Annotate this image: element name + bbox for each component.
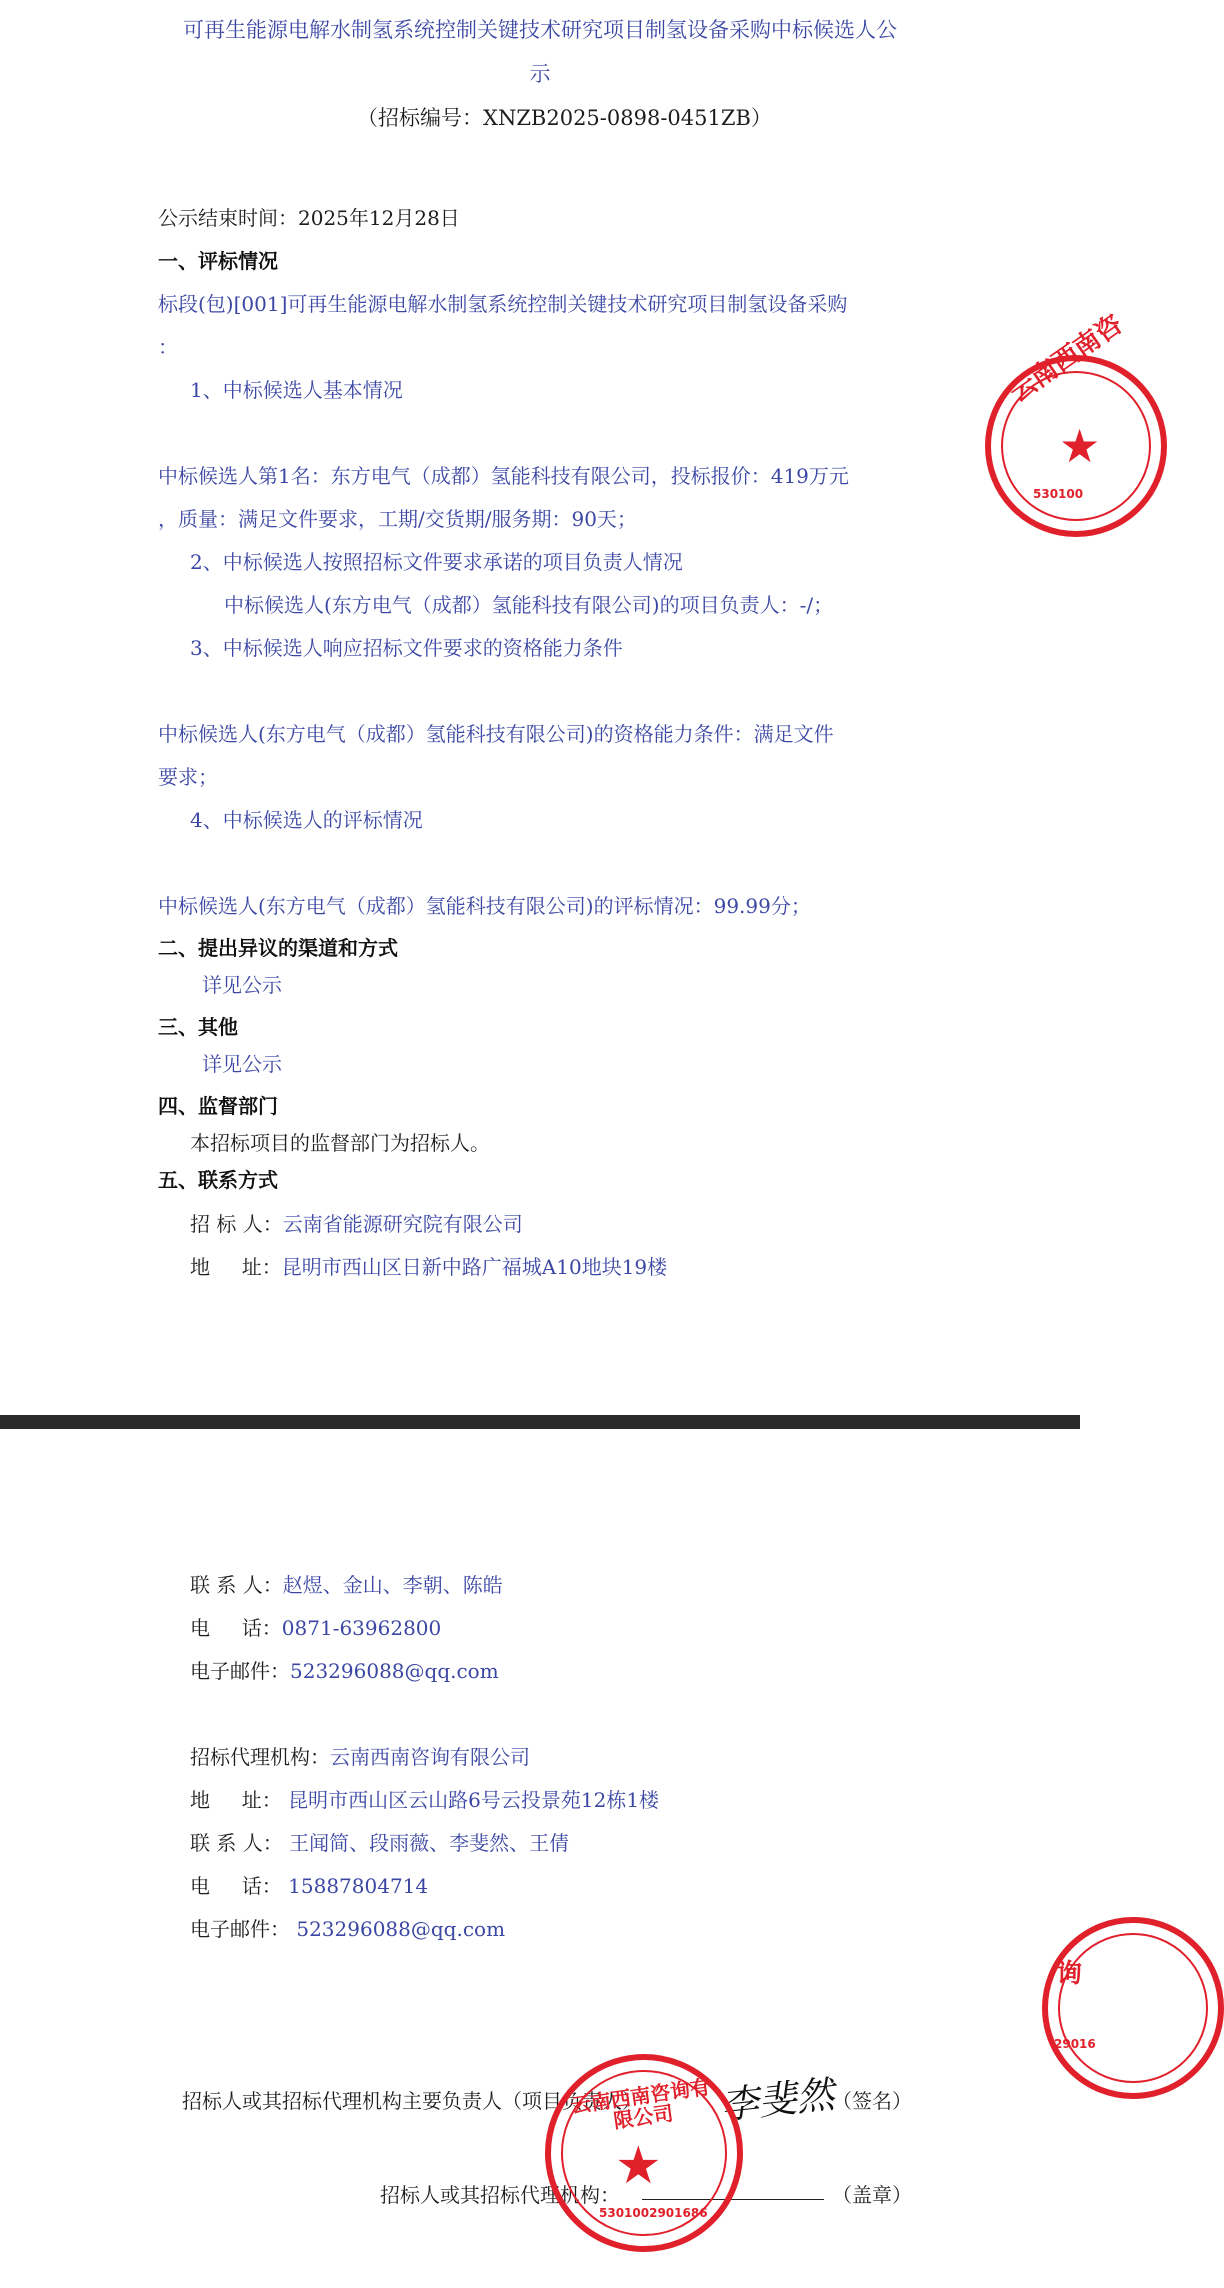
contact-row: [190, 1569, 503, 1598]
seal-c-code: 5301002901686: [599, 2206, 708, 2220]
seal-text: 云南西南咨: [1004, 309, 1129, 409]
agency-email-label: 电子邮件：: [190, 1917, 290, 1941]
seal-label: 招标人或其招标代理机构：: [380, 2183, 620, 2207]
item-4: 4、中标候选人的评标情况: [190, 808, 423, 832]
agency-email-row: [190, 1913, 505, 1942]
agency-official-seal: [545, 2054, 743, 2252]
item-3: 3、中标候选人响应招标文件要求的资格能力条件: [190, 636, 623, 660]
page-divider: [0, 1415, 1080, 1429]
seal-b-text: 询: [1056, 1959, 1083, 1989]
address-value: 昆明市西山区日新中路广福城A10地块19楼: [281, 1255, 668, 1279]
agency-address-label: 地 址：: [190, 1788, 282, 1812]
bid-number: （招标编号：XNZB2025-0898-0451ZB）: [357, 106, 772, 130]
document-page-2: [0, 1429, 1096, 2288]
agency-address-value: 昆明市西山区云山路6号云投景苑12栋1楼: [288, 1788, 660, 1812]
agency-contact-row: [190, 1827, 569, 1856]
phone-value: 0871-63962800: [281, 1616, 442, 1640]
seal-code: 530100: [1033, 487, 1084, 501]
qualification-line-1: 中标候选人(东方电气（成都）氢能科技有限公司)的资格能力条件：满足文件: [158, 722, 834, 746]
tenderer-label: 招 标 人：: [190, 1212, 283, 1236]
item-1: 1、中标候选人基本情况: [190, 378, 403, 402]
agency-phone-row: [190, 1870, 428, 1899]
agency-contact-label: 联 系 人：: [190, 1831, 283, 1855]
document-title-line-2: 示: [529, 62, 551, 86]
tenderer-address-row: [190, 1251, 667, 1280]
candidate-line-2: ，质量：满足文件要求，工期/交货期/服务期：90天；: [158, 507, 637, 531]
agency-phone-label: 电 话：: [190, 1874, 282, 1898]
candidate-line-1: 中标候选人第1名：东方电气（成都）氢能科技有限公司，投标报价：419万元: [158, 464, 849, 488]
document-title-line-1: 可再生能源电解水制氢系统控制关键技术研究项目制氢设备采购中标候选人公: [183, 18, 897, 42]
tenderer-value: 云南省能源研究院有限公司: [282, 1212, 523, 1236]
agency-label: 招标代理机构：: [190, 1745, 330, 1769]
seal-star-icon: ★: [1059, 419, 1101, 473]
agency-row: [190, 1741, 530, 1770]
seal-suffix: （盖章）: [832, 2183, 912, 2207]
lot-line-2: ：: [158, 335, 178, 359]
signature-label: 招标人或其招标代理机构主要负责人（项目负责人）: [182, 2089, 642, 2113]
lot-line-1: 标段(包)[001]可再生能源电解水制氢系统控制关键技术研究项目制氢设备采购: [158, 292, 848, 316]
email-row: [190, 1655, 499, 1684]
email-value: 523296088@qq.com: [290, 1659, 499, 1683]
agency-contact-value: 王闻简、段雨薇、李斐然、王倩: [289, 1831, 570, 1855]
section-4-body: 本招标项目的监督部门为招标人。: [190, 1131, 490, 1155]
company-seal-stamp-partial: [985, 309, 1167, 537]
section-2-body: 详见公示: [202, 973, 282, 997]
signature-suffix: （签名）: [832, 2089, 912, 2113]
phone-label: 电 话：: [190, 1616, 282, 1640]
item-2: 2、中标候选人按照招标文件要求承诺的项目负责人情况: [190, 550, 683, 574]
contact-value: 赵煜、金山、李朝、陈皓: [282, 1573, 503, 1597]
section-3-heading: 三、其他: [158, 1015, 238, 1039]
qualification-line-2: 要求；: [158, 765, 218, 789]
address-label: 地 址：: [190, 1255, 282, 1279]
section-2-heading: 二、提出异议的渠道和方式: [158, 936, 398, 960]
section-1-heading: 一、评标情况: [158, 249, 278, 273]
section-5-heading: 五、联系方式: [158, 1168, 278, 1192]
handwritten-signature: 李斐然: [718, 2072, 837, 2128]
tenderer-row: [190, 1208, 523, 1237]
section-4-heading: 四、监督部门: [158, 1094, 278, 1118]
agency-value: 云南西南咨询有限公司: [330, 1745, 530, 1769]
agency-email-value: 523296088@qq.com: [296, 1917, 506, 1941]
contact-label: 联 系 人：: [190, 1573, 283, 1597]
email-label: 电子邮件：: [190, 1659, 290, 1683]
agency-address-row: [190, 1784, 659, 1813]
seal-c-text: 云南西南咨询有限公司: [569, 2074, 712, 2133]
evaluation-result: 中标候选人(东方电气（成都）氢能科技有限公司)的评标情况：99.99分；: [158, 894, 811, 918]
project-manager: 中标候选人(东方电气（成都）氢能科技有限公司)的项目负责人：-/；: [224, 593, 834, 617]
agency-phone-value: 15887804714: [288, 1874, 429, 1898]
agency-seal-stamp-partial: [1042, 1917, 1224, 2099]
seal-c-star-icon: ★: [615, 2136, 662, 2196]
notice-end-time: 公示结束时间：2025年12月28日: [158, 206, 460, 230]
section-3-body: 详见公示: [202, 1052, 282, 1076]
seal-b-code: 29016: [1054, 2037, 1096, 2051]
phone-row: [190, 1612, 441, 1641]
